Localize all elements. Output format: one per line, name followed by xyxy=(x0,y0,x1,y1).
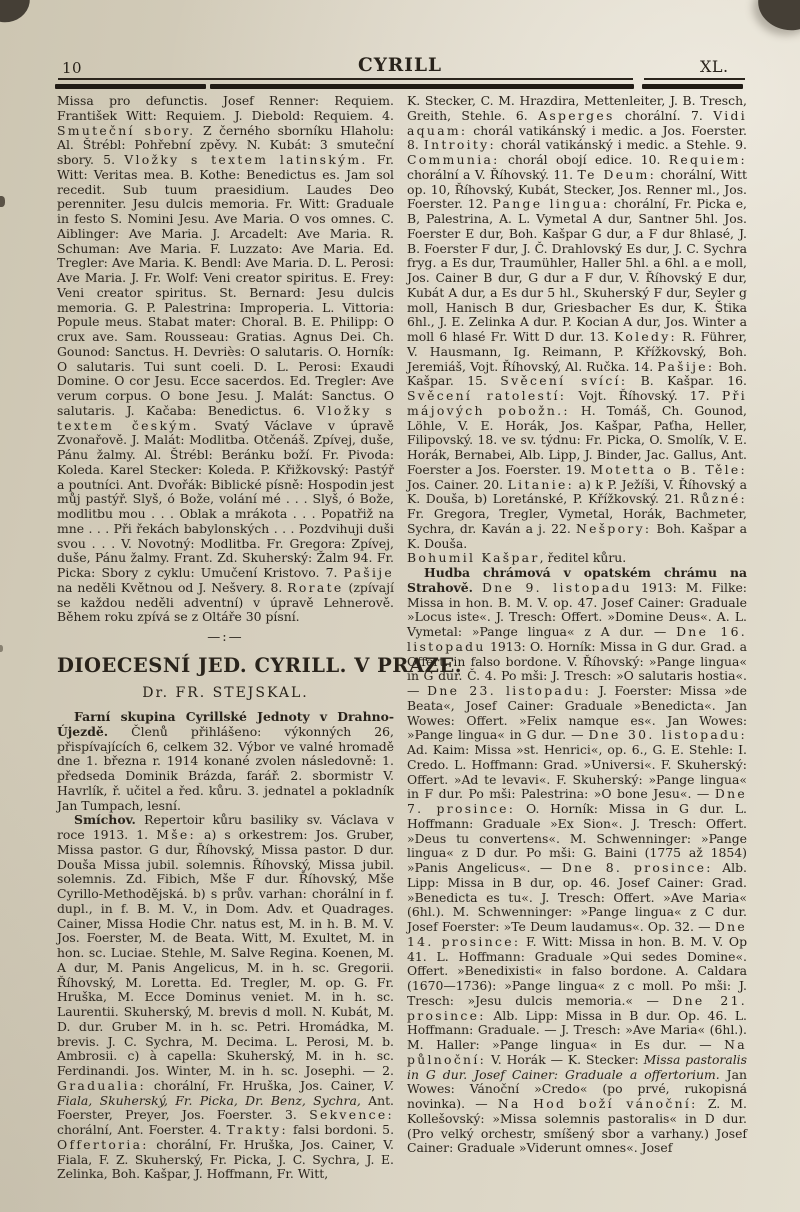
header-rule-thick-3 xyxy=(642,84,743,89)
body-text: chorál vatikánský i medic. a Stehle. 9. xyxy=(495,137,747,153)
letterspaced-text: Dne 21. prosince: xyxy=(407,992,747,1023)
scan-smudge-top-left xyxy=(0,0,35,28)
letterspaced-text: Pašije: xyxy=(657,358,715,374)
letterspaced-text: Requiem: xyxy=(668,152,747,167)
header-rule-thin-left xyxy=(58,78,633,80)
body-text: chorál obojí edice. 10. xyxy=(499,152,669,167)
body-text: , ředitel kůru. xyxy=(539,550,627,566)
scan-smudge-top-right xyxy=(753,0,800,36)
paragraph xyxy=(57,94,394,625)
body-text: B. Kašpar. 16. xyxy=(627,373,747,389)
body-text: Missa pastoralis in G dur. Josef Cainer: Graduale a offertorium. xyxy=(407,1051,748,1082)
letterspaced-text: Vidi aquam: xyxy=(407,107,748,138)
bold-lead-text: Hudba chrámová v opatském chrámu na Strahově. xyxy=(407,565,747,595)
body-text: chorální, Witt op. 10, Říhovský, Kubát, Stecker, Jos. Renner ml., Jos. Foerster. 12. xyxy=(407,166,747,212)
body-text: Jan Wowes: Vánoční »Credo« (po prvé, rukopisná novinka). — xyxy=(407,1066,747,1111)
section-heading: DIOECESNÍ JED. CYRILL. V PRAZE. xyxy=(57,654,463,677)
body-text: na neděli Květnou od J. Nešvery. 8. xyxy=(57,579,288,595)
letterspaced-text: Nešpory: xyxy=(575,520,652,536)
body-text: Jos. Cainer. 20. xyxy=(407,476,508,492)
header-rule-thick-2 xyxy=(210,84,634,89)
header-rule-thick-1 xyxy=(55,84,206,89)
letterspaced-text: Asperges xyxy=(538,107,615,123)
body-text: R. Führer, V. Hausmann, Ig. Reimann, P. Křížkovský, Boh. Jeremiáš, Vojt. Říhovský, Al. Ručka. 14. xyxy=(407,329,747,374)
letterspaced-text: Při májových pobožn.: xyxy=(407,388,747,418)
body-text: Boh. Kašpar a K. Douša. xyxy=(407,520,747,551)
letterspaced-text: Svěcení svící: xyxy=(500,373,628,389)
section-subheading: Dr. FR. STEJSKAL. xyxy=(142,685,309,701)
body-text: Členů přihlášeno: výkonných 26, přispívajících 6, celkem 32. Výbor ve valné hromadě dne 1. března r. 1914 konané zvolen následovně: 1. předseda Dominik Brázda, farář. 2. sbormistr V. Havrlík, ř. učitel a řed. kůru. 3. jednatel a pokladník Jan Tumpach, lesní. xyxy=(57,723,394,813)
body-text: chorální a V. Říhovský. 11. xyxy=(407,166,578,182)
letterspaced-text: Na Hod boží vánoční: xyxy=(497,1096,698,1111)
letterspaced-text: Vložky s textem českým. xyxy=(57,402,394,433)
letterspaced-text: Vložky s textem latinským. xyxy=(124,152,368,167)
letterspaced-text: Koledy: xyxy=(614,329,678,344)
letterspaced-text: Offertoria: xyxy=(57,1136,149,1152)
right-column xyxy=(407,94,747,1156)
body-text: J. Foerster: Missa »de Beata«, Josef Cainer: Graduale »Benedicta«. Jan Wowes: Offert. »Felix namque es«. Jan Wowes: »Pange lingua« in G dur. — xyxy=(407,683,748,743)
page-number: 10 xyxy=(62,59,83,77)
body-text: Fr. Witt: Veritas mea. B. Kothe: Benedictus es. Jam sol recedit. Sub tuum praesidium. Laudes Deo perenniter. Jesu dulcis memoria. Fr. Witt: Graduale in festo S. Nomini Jesu. Ave Maria. O vos omnes. C. Aiblinger: Ave Maria. J. Arcadelt: Ave Maria. R. Schuman: Ave Maria. F. Luzzato: Ave Maria. Ed. Tregler: Ave Maria. K. Bendl: Ave Maria. D. L. Perosi: Ave Maria. J. Fr. Wolf: Veni creator spiritus. E. Frey: Veni creator spiritus. St. Bernard: Jesu dulcis memoria. G. P. Palestrina: Improperia. L. Vittoria: Popule meus. Stabat mater: Choral. B. E. Philipp: O crux ave. Sam. Rousseau: Gratias. Agnus Dei. Ch. Gounod: Sanctus. H. Devriès: O salutaris. O. Horník: O salutaris. Tui sunt coeli. D. L. Perosi: Exaudi Domine. O cor Jesu. Ecce sacerdos. Ed. Tregler: Ave verum corpus. O bone Jesu. J. Malát: Sanctus. O salutaris. J. Kačaba: Benedictus. 6. xyxy=(57,152,394,418)
body-text: chorální. 7. xyxy=(614,107,714,123)
paragraph xyxy=(57,710,394,813)
letterspaced-text: Různé: xyxy=(689,491,747,507)
body-text: Ant. Foerster, Preyer, Jos. Foerster. 3. xyxy=(57,1092,394,1123)
letterspaced-text: Motetta o B. Těle: xyxy=(590,461,747,477)
letterspaced-text: Na půlnoční: xyxy=(407,1037,747,1067)
bold-lead-text: Farní skupina Cyrillské Jednoty v Drahno-Újezdě. xyxy=(57,709,394,739)
signature-line xyxy=(407,551,747,566)
body-text: Z. M. Kollešovský: »Missa solemnis pastoralis« in D dur. (Pro velký orchestr, smíšený sbor a varhany.) Josef Cainer: Graduale »Viderunt omnes«. Josef xyxy=(407,1096,747,1156)
letterspaced-text: Dne 7. prosince: xyxy=(407,786,747,816)
letterspaced-text: Communia: xyxy=(407,152,500,167)
body-text: Alb. Lipp: Missa in B dur, op. 46. Josef Cainer: Grad. »Benedicta es tu«. J. Tresch: Offert. »Ave Maria« (6hl.). M. Schwenninger: »Pange lingua« z C dur. Josef Foerster: »Te Deum laudamus«. Op. 32. — xyxy=(407,860,747,934)
letterspaced-text: Pange lingua: xyxy=(492,196,610,212)
section-divider: —:— xyxy=(207,630,244,645)
letterspaced-text: Dne 9. listopadu xyxy=(481,579,632,595)
scan-speck-left-edge-2 xyxy=(0,645,3,652)
body-text: V. Fiala, Skuherský, Fr. Picka, Dr. Benz, Sychra, xyxy=(57,1077,394,1108)
header-rule-thin-right xyxy=(644,78,745,80)
letterspaced-text: Trakty: xyxy=(226,1122,288,1137)
journal-title: CYRILL xyxy=(358,55,442,76)
letterspaced-text: Dne 23. listopadu: xyxy=(427,683,592,698)
body-text: Alb. Lipp: Missa in B dur. Op. 46. L. Hoffmann: Graduale. — J. Tresch: »Ave Maria« (6hl.). M. Haller: »Pange lingua« in Es dur. — xyxy=(407,1007,747,1052)
body-text: Vojt. Říhovský. 17. xyxy=(566,388,722,403)
body-text: K. Stecker, C. M. Hrazdira, Mettenleiter, J. B. Tresch, Greith, Stehle. 6. xyxy=(407,93,747,123)
letterspaced-text: Te Deum: xyxy=(577,166,657,182)
body-text: Svatý Václave v úpravě Zvonařově. J. Malát: Modlitba. Otčenáš. Zpívej, duše, Pánu žalmy. Al. Štrébl: Beránku boží. Fr. Pivoda: Koleda. Karel Stecker: Koleda. P. Křižkovský: Pastýř a poutníci. Ant. Dvořák: Biblické písně: Hospodin jest můj pastýř. Slyš, ó Bože, volání mé . . . Slyš, ó Bože, modlitbu mou . . . Oblak a mrákota . . . Popatřiž na mne . . . Při řekách babylonských . . . Pozdvihuji duši svou . . . V. Novotný: Modlitba. Fr. Gregora: Zpívej, duše, Pánu žalmy. Frant. Zd. Skuherský: Žalm 94. Fr. Picka: Sbory z cyklu: Umučení Kristovo. 7. xyxy=(57,417,395,580)
body-text: Ad. Kaim: Missa »st. Henrici«, op. 6., G. E. Stehle: I. Credo. L. Hoffmann: Grad. »Universi«. F. Skuherský: Offert. »Ad te levavi«. F. Skuherský: »Pange lingua« in F dur. Po mši: Palestrina: »O bone Jesu«. — xyxy=(407,742,747,802)
body-text: falsi bordoni. 5. xyxy=(287,1122,395,1137)
bold-lead-text: Smíchov. xyxy=(74,812,136,828)
body-text: Boh. Kašpar. 15. xyxy=(407,358,747,389)
letterspaced-text: Pašije xyxy=(343,565,394,580)
letterspaced-text: Svěcení ratolestí: xyxy=(407,388,567,403)
paragraph xyxy=(57,813,394,1182)
body-text: Z černého sborníku Hlaholu: Al. Štrébl: Pohřební zpěvy. N. Kubát: 3 smuteční sbory. 5. xyxy=(57,122,394,167)
letterspaced-text: Dne 14. prosince: xyxy=(407,919,747,949)
scan-speck-left-edge xyxy=(0,196,5,207)
body-text: H. Tomáš, Ch. Gounod, Löhle, V. E. Horák, Jos. Kašpar, Paťha, Heller, Filipovský. 18. ve sv. týdnu: Fr. Picka, O. Smolík, V. E. Horák, Bernabei, Alb. Lipp, J. Binder, Jac. Gallus, Ant. Foerster a Jos. Foerster. 19. xyxy=(407,402,747,477)
volume-label: XL. xyxy=(700,57,729,76)
body-text: Repertoir kůru basiliky sv. Václava v roce 1913. 1. xyxy=(57,812,394,842)
body-text: O. Horník: Missa in G dur. L. Hoffmann: Graduale »Ex Sion«. J. Tresch: Offert. »Deus tu convertens«. M. Schwenninger: »Pange lingua« z D dur. Po mši: G. Baini (1775 až 1854) »Panis Angelicus«. — xyxy=(407,801,747,875)
body-text: a) s orkestrem: Jos. Gruber, Missa pastor. G dur, Říhovský, Missa pastor. D dur. Douša Missa jubil. solemnis. Říhovský, Missa jubil. solemnis. Zd. Fibich, Mše F dur. Říhovský, Mše Cyrillo-Methodějská. b) s prův. varhan: chorální in f. dupl., in f. B. M. V., in Dom. Adv. et Quadrages. Cainer, Missa Hodie Chr. natus est, M. in h. B. M. V. Jos. Foerster, M. de Beata. Witt, M. Exultet, M. in hon. sc. Luciae. Stehle, M. Salve Regina. Koenen, M. A dur, M. Panis Angelicus, M. in h. sc. Gregorii. Říhovský, M. Loretta. Ed. Tregler, M. op. G. Fr. Hruška, M. Ecce Dominus veniet. M. in h. sc. Laurentii. Skuherský, M. brevis d moll. N. Kubát, M. D. dur. Gruber M. in h. sc. Petri. Hromádka, M. brevis. J. C. Sychra, M. Decima. L. Perosi, M. b. Ambrosii. c) à capella: Skuherský, M. in h. sc. Ferdinandi. Jos. Winter, M. in h. sc. Josephi. — 2. xyxy=(57,827,394,1078)
paragraph xyxy=(407,94,747,551)
letterspaced-text: Smuteční sbory. xyxy=(57,122,196,138)
body-text: chorální, Ant. Foerster. 4. xyxy=(57,1122,227,1137)
body-text: Fr. Gregora, Tregler, Vymetal, Horák, Bachmeter, Sychra, dr. Kaván a j. 22. xyxy=(407,506,747,536)
letterspaced-text: Dne 30. listopadu: xyxy=(588,727,748,743)
body-text: 1913: M. Filke: Missa in hon. B. M. V. op. 47. Josef Cainer: Graduale »Locus iste«. J. Tresch: Offert. »Domine Deus«. A. L. Vymetal: »Pange lingua« z A dur. — xyxy=(407,579,747,639)
body-text: F. Witt: Missa in hon. B. M. V. Op 41. L. Hoffmann: Graduale »Qui sedes Domine«. Offert. »Benedixisti« in falso bordone. A. Caldara (1670—1736): »Pange lingua« z c moll. Po mši: J. Tresch: »Jesu dulcis memoria.« — xyxy=(407,933,747,1008)
paragraph xyxy=(407,566,747,1156)
body-text: 1913: O. Horník: Missa in G dur. Grad. a Offert. in falso bordone. V. Říhovský: »Pange lingua« in G dur. Č. 4. Po mši: J. Tresch: »O salutaris hostia«. — xyxy=(407,638,747,698)
letterspaced-text: Rorate xyxy=(287,579,344,595)
letterspaced-text: Sekvence: xyxy=(309,1107,394,1123)
letterspaced-text: Mše: xyxy=(156,827,196,842)
body-text: chorální, Fr. Hruška, Jos. Cainer, xyxy=(146,1077,384,1093)
letterspaced-text: Introity: xyxy=(423,137,496,153)
letterspaced-text: Dne 8. prosince: xyxy=(561,860,713,875)
body-text: (zpívají se každou neděli adventní) v úpravě Lehnerově. Během roku zpívá se z Oltáře 30 písní. xyxy=(57,579,394,625)
body-text: a) k P. Ježíši, V. Říhovský a K. Douša, b) Loretánské, P. Křížkovský. 21. xyxy=(407,476,747,507)
body-text: chorální, Fr. Picka e, B, Palestrina, A. L. Vymetal A dur, Santner 5hl. Jos. Foerster E dur, Boh. Kašpar G dur, a F dur 8hlasé, J. B. Foerster F dur, J. Č. Drahlovský Es dur, J. C. Sychra fryg. a Es dur, Traumühler, Haller 5hl. a 6hl. a e moll, Jos. Cainer B dur, G dur a F dur, V. Říhovský E dur, Kubát A dur, a Es dur 5 hl., Skuherský F dur, Seyler g moll, Hanisch B dur, Griesbacher Es dur, K. Štika 6hl., J. E. Zelinka A dur. P. Kocian A dur, Jos. Winter a moll 6 hlasé Fr. Witt D dur. 13. xyxy=(407,196,747,344)
letterspaced-text: Bohumil Kašpar xyxy=(407,550,540,566)
letterspaced-text: Gradualia: xyxy=(57,1077,146,1093)
body-text: V. Horák — K. Stecker: xyxy=(486,1051,644,1067)
body-text: Missa pro defunctis. Josef Renner: Requiem. František Witt: Requiem. J. Diebold: Requiem. 4. xyxy=(57,93,394,123)
letterspaced-text: Litanie: xyxy=(507,476,575,492)
body-text: chorální, Fr. Hruška, Jos. Cainer, V. Fiala, F. Z. Skuherský, Fr. Picka, J. C. Sychra, J. E. Zelinka, Boh. Kašpar, J. Hoffmann, Fr. Witt, xyxy=(57,1136,394,1182)
letterspaced-text: Dne 16. listopadu xyxy=(407,624,747,654)
body-text xyxy=(473,580,482,595)
body-text: chorál vatikánský i medic. a Jos. Foerster. 8. xyxy=(407,122,747,153)
